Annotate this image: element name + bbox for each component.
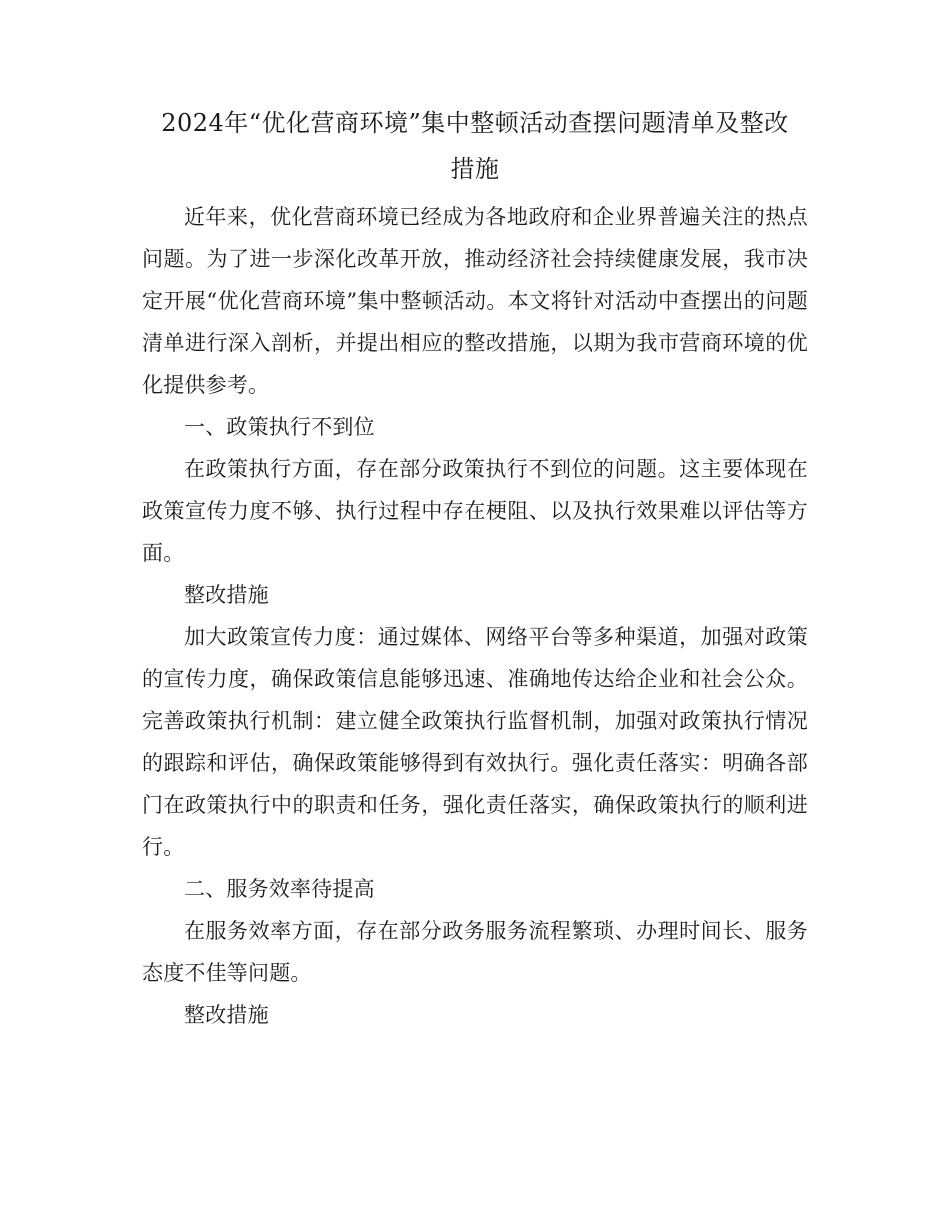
document-page <box>142 100 808 1036</box>
rectification-heading-1: 整改措施 <box>184 583 269 607</box>
section-heading-service-efficiency: 二、服务效率待提高 <box>184 877 375 901</box>
rectification-heading-2: 整改措施 <box>184 1003 269 1027</box>
policy-rectification-paragraph: 加大政策宣传力度：通过媒体、网络平台等多种渠道，加强对政策的宣传力度，确保政策信息能够迅速、准确地传达给企业和社会公众。完善政策执行机制：建立健全政策执行监督机制，加强对政策执行情况的跟踪和评估，确保政策能够得到有效执行。强化责任落实：明确各部门在政策执行中的职责和任务，强化责任落实，确保政策执行的顺利进行。 <box>142 625 808 859</box>
intro-paragraph: 近年来，优化营商环境已经成为各地政府和企业界普遍关注的热点问题。为了进一步深化改革开放，推动经济社会持续健康发展，我市决定开展“优化营商环境”集中整顿活动。本文将针对活动中查摆出的问题清单进行深入剖析，并提出相应的整改措施，以期为我市营商环境的优化提供参考。 <box>142 205 808 397</box>
document-title-line-1: 2024年“优化营商环境”集中整顿活动查摆问题清单及整改 <box>161 109 789 137</box>
document-title <box>142 100 808 192</box>
policy-execution-paragraph: 在政策执行方面，存在部分政策执行不到位的问题。这主要体现在政策宣传力度不够、执行过程中存在梗阻、以及执行效果难以评估等方面。 <box>142 457 808 565</box>
document-title-line-2: 措施 <box>450 155 500 183</box>
section-heading-policy-execution: 一、政策执行不到位 <box>184 415 375 439</box>
service-efficiency-paragraph: 在服务效率方面，存在部分政务服务流程繁琐、办理时间长、服务态度不佳等问题。 <box>142 919 808 985</box>
